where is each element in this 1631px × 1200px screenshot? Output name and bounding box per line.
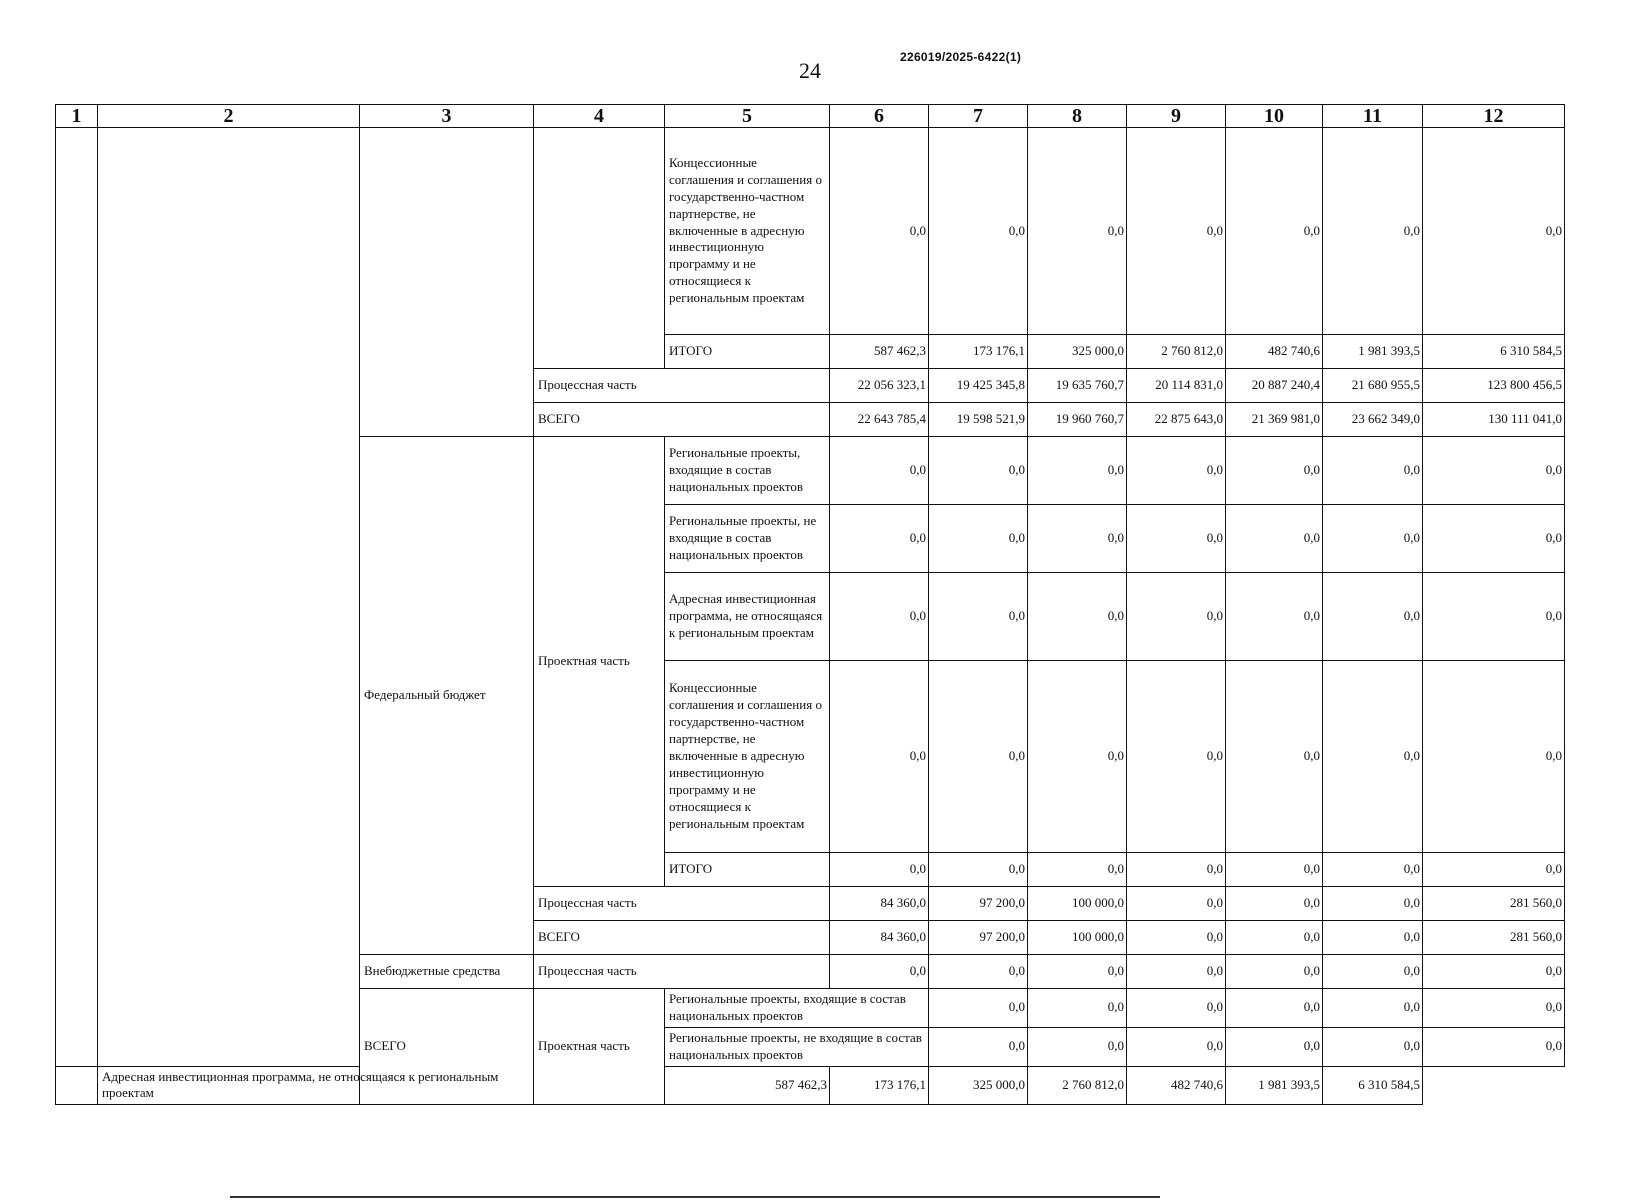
value-cell: 20 114 831,0 [1127, 369, 1226, 403]
row-label: Адресная инвестиционная программа, не относящаяся к региональным проектам [665, 573, 830, 661]
value-cell: 173 176,1 [830, 1066, 929, 1105]
row-label: ИТОГО [665, 853, 830, 887]
value-cell: 325 000,0 [1028, 335, 1127, 369]
value-cell: 0,0 [929, 505, 1028, 573]
value-cell: 1 981 393,5 [1226, 1066, 1323, 1105]
value-cell: 0,0 [1323, 505, 1423, 573]
value-cell: 1 981 393,5 [1323, 335, 1423, 369]
value-cell: 0,0 [929, 853, 1028, 887]
value-cell: 0,0 [1323, 573, 1423, 661]
cell-col1 [56, 128, 98, 1067]
value-cell: 587 462,3 [830, 335, 929, 369]
column-number: 4 [534, 105, 665, 128]
value-cell: 0,0 [1028, 989, 1127, 1028]
value-cell: 0,0 [1423, 989, 1565, 1028]
page-number: 24 [799, 58, 821, 83]
column-number: 2 [98, 105, 360, 128]
value-cell: 0,0 [1127, 955, 1226, 989]
value-cell: 0,0 [1127, 921, 1226, 955]
value-cell: 0,0 [929, 573, 1028, 661]
value-cell: 0,0 [1127, 853, 1226, 887]
value-cell: 0,0 [1028, 437, 1127, 505]
value-cell: 0,0 [1323, 1027, 1423, 1066]
value-cell: 0,0 [1028, 661, 1127, 853]
value-cell: 0,0 [1226, 437, 1323, 505]
value-cell: 0,0 [1127, 128, 1226, 335]
row-label: Процессная часть [534, 887, 830, 921]
value-cell: 0,0 [1028, 505, 1127, 573]
column-number: 10 [1226, 105, 1323, 128]
value-cell: 2 760 812,0 [1127, 335, 1226, 369]
value-cell: 0,0 [1423, 661, 1565, 853]
value-cell: 23 662 349,0 [1323, 403, 1423, 437]
value-cell: 0,0 [1127, 887, 1226, 921]
value-cell: 0,0 [1423, 853, 1565, 887]
row-label: Процессная часть [534, 955, 830, 989]
total-label: ВСЕГО [360, 989, 534, 1105]
value-cell: 0,0 [1028, 853, 1127, 887]
row-label: Региональные проекты, не входящие в состав национальных проектов [665, 505, 830, 573]
value-cell: 0,0 [929, 1027, 1028, 1066]
source-label: Внебюджетные средства [360, 955, 534, 989]
cell-col1 [56, 1066, 98, 1105]
value-cell: 482 740,6 [1226, 335, 1323, 369]
cell-source-prev [360, 128, 534, 437]
part-label: Проектная часть [534, 437, 665, 887]
value-cell: 6 310 584,5 [1423, 335, 1565, 369]
value-cell: 0,0 [1127, 437, 1226, 505]
value-cell: 0,0 [1028, 573, 1127, 661]
row-label: Региональные проекты, не входящие в состав национальных проектов [665, 1027, 929, 1066]
value-cell: 0,0 [929, 989, 1028, 1028]
column-number: 5 [665, 105, 830, 128]
value-cell: 0,0 [1127, 573, 1226, 661]
column-number: 9 [1127, 105, 1226, 128]
value-cell: 97 200,0 [929, 921, 1028, 955]
value-cell: 0,0 [830, 437, 929, 505]
row-label: Концессионные соглашения и соглашения о государственно-частном партнерстве, не включенные в адресную инвестиционную программу и не относящиеся к региональным проектам [665, 128, 830, 335]
value-cell: 281 560,0 [1423, 887, 1565, 921]
row-label: ВСЕГО [534, 403, 830, 437]
row-label: ИТОГО [665, 335, 830, 369]
column-number: 1 [56, 105, 98, 128]
value-cell: 22 056 323,1 [830, 369, 929, 403]
value-cell: 130 111 041,0 [1423, 403, 1565, 437]
budget-table [55, 104, 1565, 1105]
value-cell: 84 360,0 [830, 921, 929, 955]
value-cell: 97 200,0 [929, 887, 1028, 921]
value-cell: 100 000,0 [1028, 921, 1127, 955]
value-cell: 22 875 643,0 [1127, 403, 1226, 437]
bottom-rule [230, 1196, 1160, 1198]
cell-col2 [98, 128, 360, 1067]
value-cell: 6 310 584,5 [1323, 1066, 1423, 1105]
value-cell: 0,0 [1323, 437, 1423, 505]
value-cell: 0,0 [1226, 955, 1323, 989]
value-cell: 0,0 [1226, 1027, 1323, 1066]
value-cell: 0,0 [1226, 887, 1323, 921]
value-cell: 2 760 812,0 [1028, 1066, 1127, 1105]
value-cell: 0,0 [1423, 437, 1565, 505]
column-number: 6 [830, 105, 929, 128]
value-cell: 0,0 [830, 853, 929, 887]
value-cell: 0,0 [929, 128, 1028, 335]
value-cell: 0,0 [929, 661, 1028, 853]
value-cell: 482 740,6 [1127, 1066, 1226, 1105]
value-cell: 0,0 [830, 505, 929, 573]
value-cell: 0,0 [1423, 128, 1565, 335]
value-cell: 19 960 760,7 [1028, 403, 1127, 437]
row-label: Концессионные соглашения и соглашения о государственно-частном партнерстве, не включенные в адресную инвестиционную программу и не относящиеся к региональным проектам [665, 661, 830, 853]
value-cell: 19 425 345,8 [929, 369, 1028, 403]
column-number: 11 [1323, 105, 1423, 128]
total-part-label: Проектная часть [534, 989, 665, 1105]
value-cell: 0,0 [1423, 955, 1565, 989]
value-cell: 0,0 [830, 661, 929, 853]
value-cell: 587 462,3 [665, 1066, 830, 1105]
value-cell: 0,0 [1323, 661, 1423, 853]
value-cell: 0,0 [830, 955, 929, 989]
row-label: Региональные проекты, входящие в состав национальных проектов [665, 989, 929, 1028]
row-label: Процессная часть [534, 369, 830, 403]
value-cell: 84 360,0 [830, 887, 929, 921]
value-cell: 0,0 [1423, 1027, 1565, 1066]
table-row [56, 1066, 1565, 1105]
value-cell: 0,0 [1323, 989, 1423, 1028]
value-cell: 19 635 760,7 [1028, 369, 1127, 403]
value-cell: 0,0 [1423, 573, 1565, 661]
value-cell: 0,0 [1226, 573, 1323, 661]
value-cell: 0,0 [1028, 955, 1127, 989]
value-cell: 0,0 [1226, 989, 1323, 1028]
value-cell: 0,0 [929, 437, 1028, 505]
value-cell: 22 643 785,4 [830, 403, 929, 437]
value-cell: 0,0 [1028, 128, 1127, 335]
value-cell: 0,0 [1226, 661, 1323, 853]
value-cell: 0,0 [1127, 505, 1226, 573]
value-cell: 20 887 240,4 [1226, 369, 1323, 403]
value-cell: 0,0 [1028, 1027, 1127, 1066]
row-label: Адресная инвестиционная программа, не относящаяся к региональным проектам [98, 1066, 534, 1105]
row-label: ВСЕГО [534, 921, 830, 955]
value-cell: 0,0 [1323, 853, 1423, 887]
document-id: 226019/2025-6422(1) [900, 50, 1022, 64]
column-number: 7 [929, 105, 1028, 128]
value-cell: 0,0 [1127, 989, 1226, 1028]
value-cell: 0,0 [929, 955, 1028, 989]
column-number: 3 [360, 105, 534, 128]
value-cell: 0,0 [1127, 661, 1226, 853]
value-cell: 0,0 [1127, 1027, 1226, 1066]
value-cell: 21 369 981,0 [1226, 403, 1323, 437]
value-cell: 0,0 [1423, 505, 1565, 573]
value-cell: 0,0 [1323, 921, 1423, 955]
value-cell: 0,0 [1323, 955, 1423, 989]
column-number: 12 [1423, 105, 1565, 128]
column-number: 8 [1028, 105, 1127, 128]
value-cell: 100 000,0 [1028, 887, 1127, 921]
table-row [56, 128, 1565, 335]
value-cell: 281 560,0 [1423, 921, 1565, 955]
cell-part-prev [534, 128, 665, 369]
value-cell: 19 598 521,9 [929, 403, 1028, 437]
value-cell: 325 000,0 [929, 1066, 1028, 1105]
value-cell: 21 680 955,5 [1323, 369, 1423, 403]
value-cell: 0,0 [1226, 921, 1323, 955]
value-cell: 0,0 [1226, 853, 1323, 887]
value-cell: 173 176,1 [929, 335, 1028, 369]
value-cell: 0,0 [1226, 128, 1323, 335]
value-cell: 0,0 [1226, 505, 1323, 573]
value-cell: 0,0 [1323, 887, 1423, 921]
column-number-row [56, 105, 1565, 128]
value-cell: 0,0 [830, 128, 929, 335]
row-label: Региональные проекты, входящие в состав национальных проектов [665, 437, 830, 505]
source-label: Федеральный бюджет [360, 437, 534, 955]
value-cell: 0,0 [1323, 128, 1423, 335]
value-cell: 123 800 456,5 [1423, 369, 1565, 403]
value-cell: 0,0 [830, 573, 929, 661]
